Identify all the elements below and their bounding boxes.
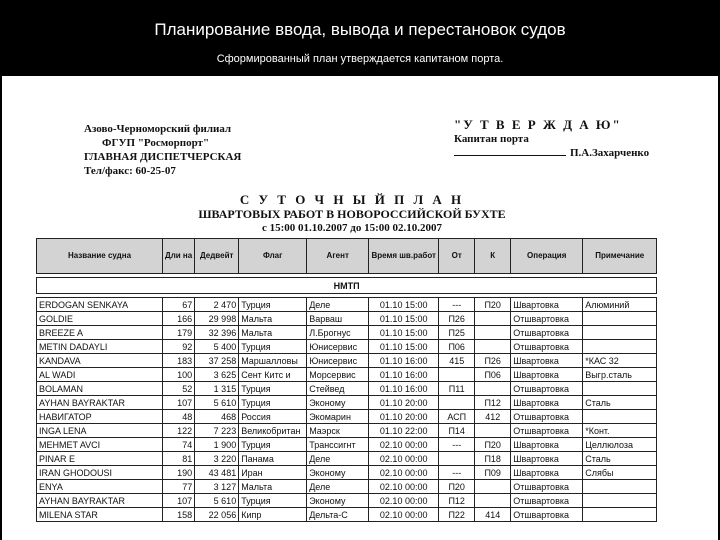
flag-cell: Иран bbox=[239, 466, 307, 480]
table-row bbox=[37, 452, 657, 466]
note-cell: Выгр.сталь bbox=[583, 368, 657, 382]
table-row bbox=[37, 354, 657, 368]
agent-cell: Стейвед bbox=[307, 382, 369, 396]
operation-cell: Отшвартовка bbox=[511, 480, 583, 494]
column-header: Название судна bbox=[37, 239, 163, 274]
table-header-row bbox=[37, 239, 657, 274]
time-cell: 01.10 16:00 bbox=[369, 368, 439, 382]
vessel-name-cell: MILENA STAR bbox=[37, 508, 163, 522]
to-berth-cell: П20 bbox=[475, 438, 511, 452]
note-cell bbox=[583, 480, 657, 494]
table-row bbox=[37, 382, 657, 396]
slide-title: Планирование ввода, вывода и перестановок судов bbox=[154, 20, 566, 39]
vessel-name-cell: IRAN GHODOUSI bbox=[37, 466, 163, 480]
to-berth-cell bbox=[475, 340, 511, 354]
org-line: Азово-Черноморский филиал bbox=[84, 123, 232, 135]
approval-block bbox=[454, 118, 649, 160]
vessel-name-cell: BOLAMAN bbox=[37, 382, 163, 396]
operation-cell: Швартовка bbox=[511, 466, 583, 480]
agent-cell: Варваш bbox=[307, 312, 369, 326]
approval-heading: "У Т В Е Р Ж Д А Ю" bbox=[454, 117, 622, 132]
deadweight-cell: 5 610 bbox=[195, 494, 239, 508]
from-berth-cell: П20 bbox=[439, 480, 475, 494]
operation-cell: Швартовка bbox=[511, 298, 583, 312]
schedule-table bbox=[36, 238, 657, 522]
plan-title: С У Т О Ч Н Ы Й П Л А Н bbox=[239, 192, 465, 207]
operation-cell: Швартовка bbox=[511, 438, 583, 452]
length-cell: 74 bbox=[163, 438, 195, 452]
time-cell: 01.10 20:00 bbox=[369, 410, 439, 424]
vessel-name-cell: KANDAVA bbox=[37, 354, 163, 368]
table-row bbox=[37, 340, 657, 354]
agent-cell: Л.Брогнус bbox=[307, 326, 369, 340]
table-row bbox=[37, 424, 657, 438]
flag-cell: Турция bbox=[239, 438, 307, 452]
length-cell: 158 bbox=[163, 508, 195, 522]
note-cell bbox=[583, 494, 657, 508]
length-cell: 122 bbox=[163, 424, 195, 438]
column-header: Дли на bbox=[163, 239, 195, 274]
length-cell: 67 bbox=[163, 298, 195, 312]
column-header: Агент bbox=[307, 239, 369, 274]
time-cell: 02.10 00:00 bbox=[369, 480, 439, 494]
section-row bbox=[37, 278, 657, 294]
note-cell bbox=[583, 410, 657, 424]
to-berth-cell bbox=[475, 494, 511, 508]
operation-cell: Швартовка bbox=[511, 368, 583, 382]
column-header: Примечание bbox=[583, 239, 657, 274]
to-berth-cell: П18 bbox=[475, 452, 511, 466]
vessel-name-cell: AYHAN BAYRAKTAR bbox=[37, 396, 163, 410]
table-row bbox=[37, 410, 657, 424]
time-cell: 01.10 16:00 bbox=[369, 354, 439, 368]
from-berth-cell: --- bbox=[439, 298, 475, 312]
agent-cell: Морсервис bbox=[307, 368, 369, 382]
length-cell: 48 bbox=[163, 410, 195, 424]
agent-cell: Деле bbox=[307, 298, 369, 312]
from-berth-cell: П06 bbox=[439, 340, 475, 354]
to-berth-cell: П09 bbox=[475, 466, 511, 480]
deadweight-cell: 32 396 bbox=[195, 326, 239, 340]
to-berth-cell: П26 bbox=[475, 354, 511, 368]
flag-cell: Турция bbox=[239, 298, 307, 312]
note-cell bbox=[583, 340, 657, 354]
organization-header bbox=[84, 122, 241, 178]
flag-cell: Маршалловы bbox=[239, 354, 307, 368]
agent-cell: Деле bbox=[307, 480, 369, 494]
flag-cell: Панама bbox=[239, 452, 307, 466]
table-row bbox=[37, 298, 657, 312]
agent-cell: Юнисервис bbox=[307, 340, 369, 354]
time-cell: 02.10 00:00 bbox=[369, 466, 439, 480]
deadweight-cell: 43 481 bbox=[195, 466, 239, 480]
operation-cell: Швартовка bbox=[511, 396, 583, 410]
vessel-name-cell: ENYA bbox=[37, 480, 163, 494]
length-cell: 81 bbox=[163, 452, 195, 466]
time-cell: 01.10 15:00 bbox=[369, 312, 439, 326]
to-berth-cell: 414 bbox=[475, 508, 511, 522]
signature-line bbox=[454, 146, 566, 156]
column-header: Время шв.работ bbox=[369, 239, 439, 274]
note-cell: *КАС 32 bbox=[583, 354, 657, 368]
note-cell bbox=[583, 382, 657, 396]
vessel-name-cell: AL WADI bbox=[37, 368, 163, 382]
note-cell bbox=[583, 312, 657, 326]
operation-cell: Швартовка bbox=[511, 354, 583, 368]
from-berth-cell bbox=[439, 396, 475, 410]
to-berth-cell: П06 bbox=[475, 368, 511, 382]
table-row bbox=[37, 396, 657, 410]
agent-cell: Экомарин bbox=[307, 410, 369, 424]
operation-cell: Отшвартовка bbox=[511, 312, 583, 326]
vessel-name-cell: GOLDIE bbox=[37, 312, 163, 326]
length-cell: 179 bbox=[163, 326, 195, 340]
agent-cell: Эконому bbox=[307, 466, 369, 480]
scanned-document bbox=[2, 76, 718, 540]
agent-cell: Юнисервис bbox=[307, 354, 369, 368]
deadweight-cell: 3 625 bbox=[195, 368, 239, 382]
deadweight-cell: 5 400 bbox=[195, 340, 239, 354]
to-berth-cell: 412 bbox=[475, 410, 511, 424]
org-line: ГЛАВНАЯ ДИСПЕТЧЕРСКАЯ bbox=[84, 151, 242, 163]
from-berth-cell: АСП bbox=[439, 410, 475, 424]
flag-cell: Великобритан bbox=[239, 424, 307, 438]
from-berth-cell: П14 bbox=[439, 424, 475, 438]
from-berth-cell bbox=[439, 368, 475, 382]
flag-cell: Мальта bbox=[239, 312, 307, 326]
length-cell: 52 bbox=[163, 382, 195, 396]
time-cell: 01.10 20:00 bbox=[369, 396, 439, 410]
agent-cell: Транссигнт bbox=[307, 438, 369, 452]
slide-subtitle: Сформированный план утверждается капитаном порта. bbox=[216, 53, 504, 65]
vessel-name-cell: НАВИГАТОР bbox=[37, 410, 163, 424]
vessel-name-cell: MEHMET AVCI bbox=[37, 438, 163, 452]
flag-cell: Мальта bbox=[239, 326, 307, 340]
agent-cell: Деле bbox=[307, 452, 369, 466]
length-cell: 92 bbox=[163, 340, 195, 354]
vessel-name-cell: BREEZE A bbox=[37, 326, 163, 340]
vessel-name-cell: ERDOGAN SENKAYA bbox=[37, 298, 163, 312]
column-header: Флаг bbox=[239, 239, 307, 274]
table-row bbox=[37, 494, 657, 508]
table-row bbox=[37, 368, 657, 382]
approval-role: Капитан порта bbox=[454, 133, 529, 145]
deadweight-cell: 2 470 bbox=[195, 298, 239, 312]
column-header: Операция bbox=[511, 239, 583, 274]
deadweight-cell: 1 315 bbox=[195, 382, 239, 396]
agent-cell: Маэрск bbox=[307, 424, 369, 438]
deadweight-cell: 3 127 bbox=[195, 480, 239, 494]
flag-cell: Турция bbox=[239, 382, 307, 396]
note-cell bbox=[583, 508, 657, 522]
flag-cell: Турция bbox=[239, 494, 307, 508]
note-cell: Алюминий bbox=[583, 298, 657, 312]
from-berth-cell: П25 bbox=[439, 326, 475, 340]
to-berth-cell bbox=[475, 312, 511, 326]
flag-cell: Турция bbox=[239, 396, 307, 410]
time-cell: 01.10 16:00 bbox=[369, 382, 439, 396]
deadweight-cell: 5 610 bbox=[195, 396, 239, 410]
flag-cell: Турция bbox=[239, 340, 307, 354]
deadweight-cell: 1 900 bbox=[195, 438, 239, 452]
operation-cell: Отшвартовка bbox=[511, 424, 583, 438]
note-cell bbox=[583, 326, 657, 340]
deadweight-cell: 468 bbox=[195, 410, 239, 424]
plan-period: с 15:00 01.10.2007 до 15:00 02.10.2007 bbox=[261, 222, 443, 234]
table-row bbox=[37, 466, 657, 480]
vessel-name-cell: METIN DADAYLI bbox=[37, 340, 163, 354]
length-cell: 107 bbox=[163, 396, 195, 410]
column-header: К bbox=[475, 239, 511, 274]
note-cell: Слябы bbox=[583, 466, 657, 480]
to-berth-cell bbox=[475, 424, 511, 438]
flag-cell: Кипр bbox=[239, 508, 307, 522]
approval-signature bbox=[454, 146, 649, 160]
length-cell: 107 bbox=[163, 494, 195, 508]
time-cell: 01.10 15:00 bbox=[369, 340, 439, 354]
table-row bbox=[37, 480, 657, 494]
time-cell: 01.10 22:00 bbox=[369, 424, 439, 438]
to-berth-cell: П12 bbox=[475, 396, 511, 410]
vessel-name-cell: PINAR E bbox=[37, 452, 163, 466]
operation-cell: Отшвартовка bbox=[511, 340, 583, 354]
operation-cell: Отшвартовка bbox=[511, 382, 583, 396]
table-row bbox=[37, 438, 657, 452]
to-berth-cell bbox=[475, 480, 511, 494]
length-cell: 77 bbox=[163, 480, 195, 494]
section-label: НМТП bbox=[37, 278, 657, 294]
from-berth-cell: --- bbox=[439, 466, 475, 480]
from-berth-cell: П22 bbox=[439, 508, 475, 522]
note-cell: Сталь bbox=[583, 396, 657, 410]
plan-subtitle: ШВАРТОВЫХ РАБОТ В НОВОРОССИЙСКОЙ БУХТЕ bbox=[198, 207, 506, 221]
table-row bbox=[37, 508, 657, 522]
vessel-name-cell: AYHAN BAYRAKTAR bbox=[37, 494, 163, 508]
column-header: Дедвейт bbox=[195, 239, 239, 274]
deadweight-cell: 29 998 bbox=[195, 312, 239, 326]
length-cell: 166 bbox=[163, 312, 195, 326]
operation-cell: Швартовка bbox=[511, 452, 583, 466]
vessel-name-cell: INGA LENA bbox=[37, 424, 163, 438]
length-cell: 183 bbox=[163, 354, 195, 368]
to-berth-cell: П20 bbox=[475, 298, 511, 312]
approval-name: П.А.Захарченко bbox=[570, 147, 650, 159]
from-berth-cell: П26 bbox=[439, 312, 475, 326]
to-berth-cell bbox=[475, 326, 511, 340]
org-line: ФГУП "Росморпорт" bbox=[102, 137, 210, 149]
length-cell: 100 bbox=[163, 368, 195, 382]
time-cell: 02.10 00:00 bbox=[369, 508, 439, 522]
operation-cell: Отшвартовка bbox=[511, 326, 583, 340]
from-berth-cell bbox=[439, 452, 475, 466]
from-berth-cell: 415 bbox=[439, 354, 475, 368]
flag-cell: Сент Китс и bbox=[239, 368, 307, 382]
column-header: От bbox=[439, 239, 475, 274]
from-berth-cell: --- bbox=[439, 438, 475, 452]
time-cell: 01.10 15:00 bbox=[369, 298, 439, 312]
to-berth-cell bbox=[475, 382, 511, 396]
agent-cell: Дельта-С bbox=[307, 508, 369, 522]
deadweight-cell: 7 223 bbox=[195, 424, 239, 438]
flag-cell: Мальта bbox=[239, 480, 307, 494]
time-cell: 02.10 00:00 bbox=[369, 494, 439, 508]
table-row bbox=[37, 326, 657, 340]
deadweight-cell: 22 056 bbox=[195, 508, 239, 522]
table-row bbox=[37, 312, 657, 326]
agent-cell: Эконому bbox=[307, 494, 369, 508]
operation-cell: Отшвартовка bbox=[511, 494, 583, 508]
deadweight-cell: 37 258 bbox=[195, 354, 239, 368]
operation-cell: Отшвартовка bbox=[511, 508, 583, 522]
note-cell: Целлюлоза bbox=[583, 438, 657, 452]
time-cell: 02.10 00:00 bbox=[369, 438, 439, 452]
from-berth-cell: П12 bbox=[439, 494, 475, 508]
time-cell: 02.10 00:00 bbox=[369, 452, 439, 466]
agent-cell: Эконому bbox=[307, 396, 369, 410]
operation-cell: Отшвартовка bbox=[511, 410, 583, 424]
length-cell: 190 bbox=[163, 466, 195, 480]
time-cell: 01.10 15:00 bbox=[369, 326, 439, 340]
flag-cell: Россия bbox=[239, 410, 307, 424]
note-cell: *Конт. bbox=[583, 424, 657, 438]
deadweight-cell: 3 220 bbox=[195, 452, 239, 466]
from-berth-cell: П11 bbox=[439, 382, 475, 396]
org-line: Тел/факс: 60-25-07 bbox=[84, 165, 176, 177]
note-cell: Сталь bbox=[583, 452, 657, 466]
